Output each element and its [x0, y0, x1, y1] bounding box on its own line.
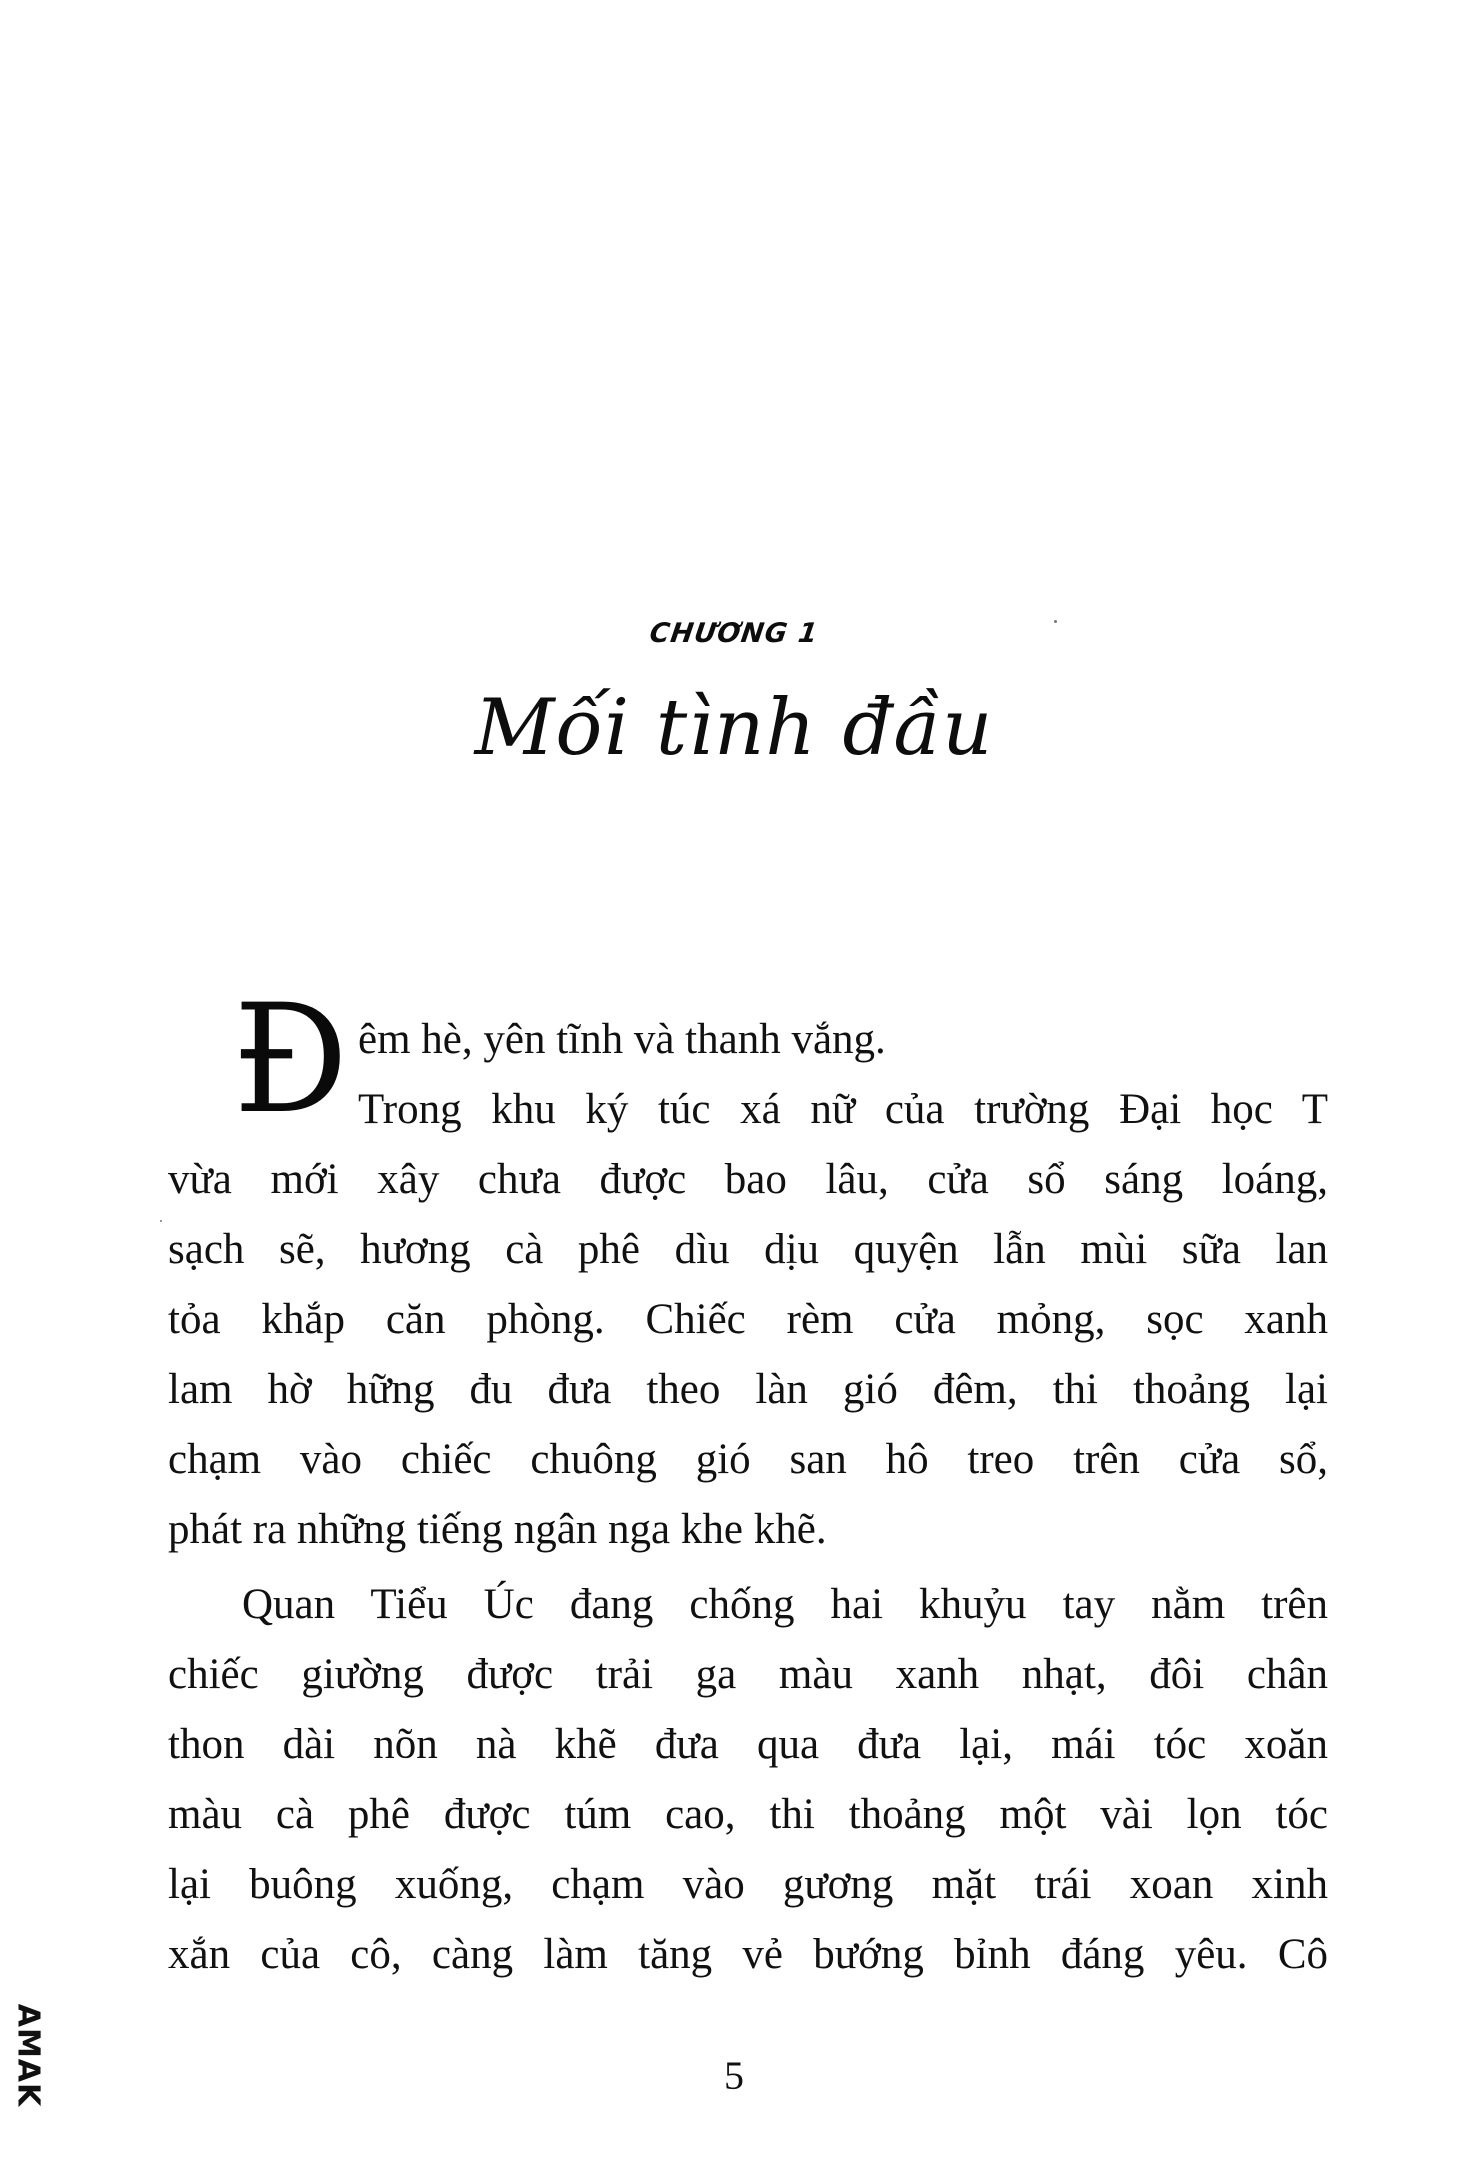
text-line: êm hè, yên tĩnh và thanh vắng.	[358, 1016, 886, 1063]
text-line: vừa mới xây chưa được bao lâu, cửa sổ sáng loáng,	[168, 1156, 1328, 1203]
text-line: màu cà phê được túm cao, thi thoảng một vài lọn tóc	[168, 1791, 1328, 1838]
publisher-logo	[8, 1995, 48, 2115]
text-line: lại buông xuống, chạm vào gương mặt trái xoan xinh	[168, 1861, 1328, 1908]
chapter-title: Mối tình đầu	[474, 683, 994, 773]
drop-cap: Đ	[233, 973, 349, 1147]
text-line: chạm vào chiếc chuông gió san hô treo trên cửa sổ,	[168, 1436, 1328, 1483]
text-line: sạch sẽ, hương cà phê dìu dịu quyện lẫn mùi sữa lan	[168, 1226, 1328, 1273]
page-number: 5	[724, 2053, 744, 2098]
text-line: Quan Tiểu Úc đang chống hai khuỷu tay nằm trên	[242, 1581, 1328, 1628]
scan-speck	[1054, 620, 1057, 623]
text-line: lam hờ hững đu đưa theo làn gió đêm, thi thoảng lại	[168, 1366, 1328, 1413]
publisher-logo-text: AMAK	[10, 2003, 46, 2107]
text-line: chiếc giường được trải ga màu xanh nhạt, đôi chân	[168, 1651, 1328, 1698]
chapter-label: CHƯƠNG 1	[647, 618, 821, 649]
scan-speck	[160, 1220, 162, 1222]
text-line: tỏa khắp căn phòng. Chiếc rèm cửa mỏng, sọc xanh	[168, 1296, 1328, 1343]
text-line: phát ra những tiếng ngân nga khe khẽ.	[168, 1506, 827, 1553]
text-line: xắn của cô, càng làm tăng vẻ bướng bỉnh đáng yêu. Cô	[168, 1931, 1328, 1978]
text-line: thon dài nõn nà khẽ đưa qua đưa lại, mái tóc xoăn	[168, 1721, 1328, 1768]
text-line: Trong khu ký túc xá nữ của trường Đại học T	[358, 1086, 1328, 1133]
